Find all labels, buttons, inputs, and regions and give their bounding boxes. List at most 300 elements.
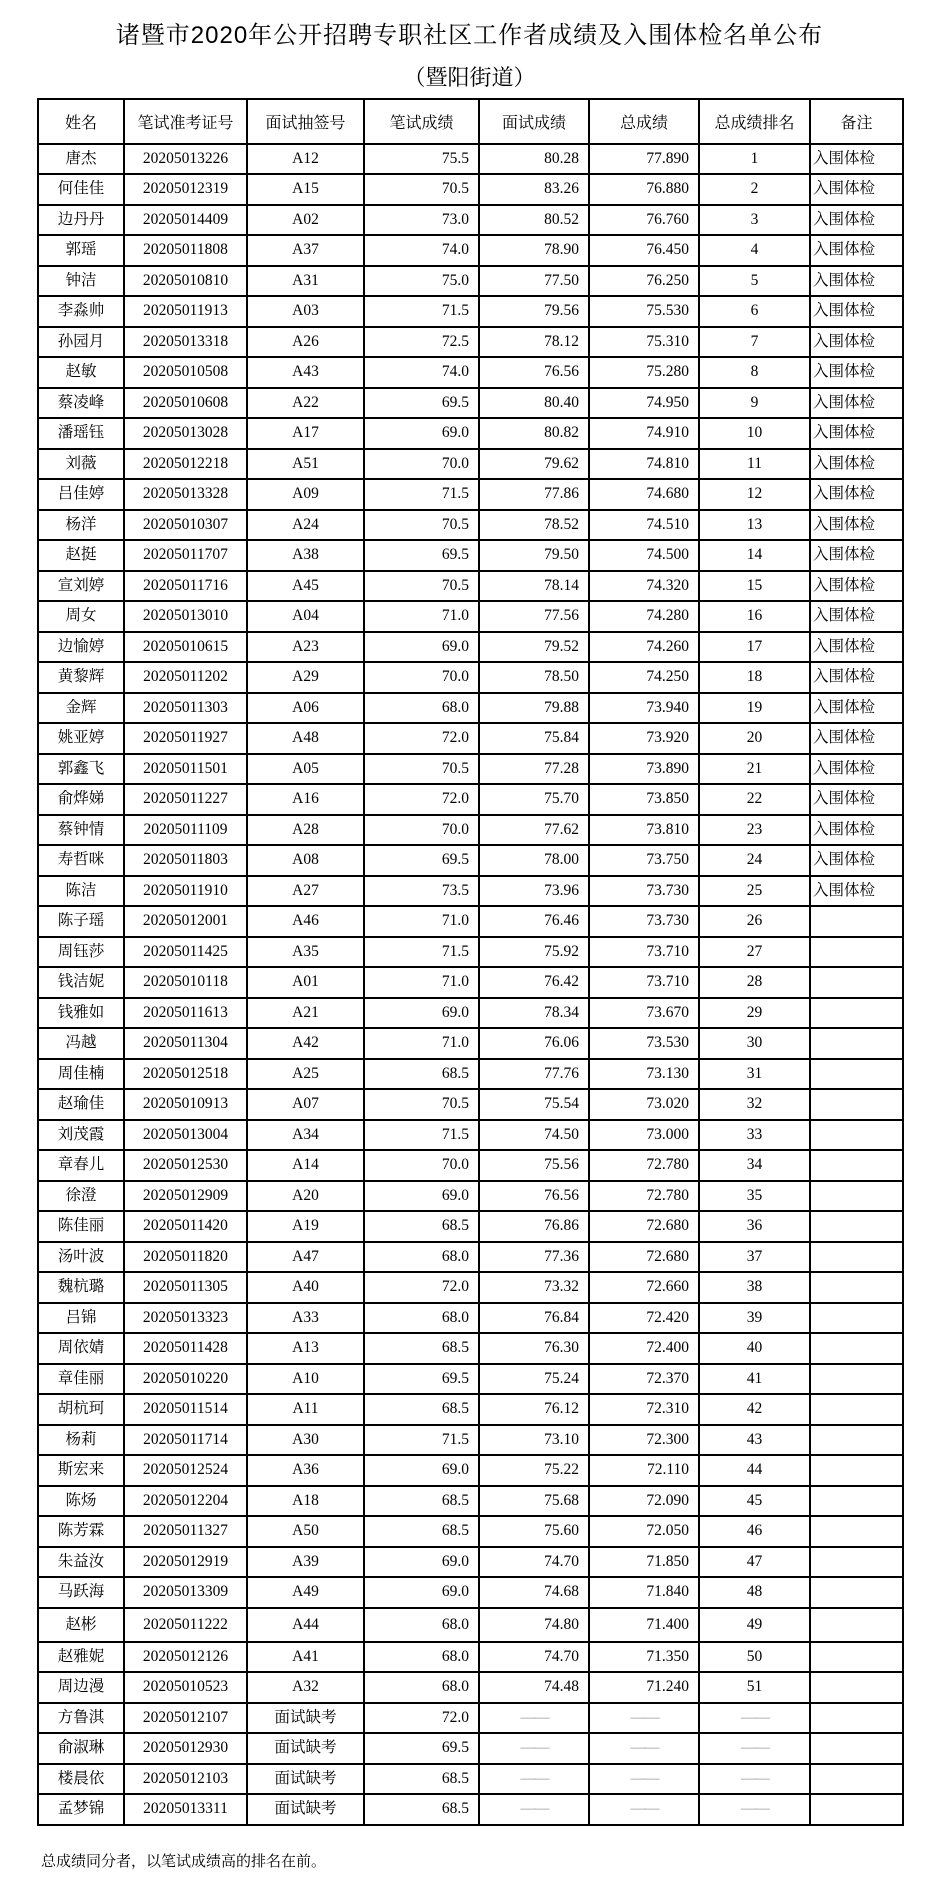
total-cell: 77.890 — [589, 144, 699, 175]
lottery-cell: A38 — [247, 540, 364, 571]
remark-cell — [810, 1703, 903, 1734]
lottery-cell: 面试缺考 — [247, 1764, 364, 1795]
table-row — [38, 418, 903, 449]
interview-cell: —— — [479, 1703, 589, 1734]
interview-cell: 74.50 — [479, 1120, 589, 1151]
name-cell: 赵敏 — [38, 357, 124, 388]
name-cell: 边丹丹 — [38, 205, 124, 236]
interview-cell: 78.00 — [479, 845, 589, 876]
exam-id-cell: 20205010118 — [124, 967, 247, 998]
total-cell: 76.250 — [589, 266, 699, 297]
remark-cell — [810, 1303, 903, 1334]
lottery-cell: A09 — [247, 479, 364, 510]
name-cell: 边愉婷 — [38, 632, 124, 663]
interview-cell: 79.56 — [479, 296, 589, 327]
remark-cell — [810, 998, 903, 1029]
written-cell: 68.0 — [364, 1672, 479, 1703]
lottery-cell: A13 — [247, 1333, 364, 1364]
total-cell: —— — [589, 1764, 699, 1795]
total-cell: 74.680 — [589, 479, 699, 510]
interview-cell: 74.48 — [479, 1672, 589, 1703]
interview-cell: 76.46 — [479, 906, 589, 937]
written-cell: 69.0 — [364, 1547, 479, 1578]
written-cell: 69.0 — [364, 1577, 479, 1608]
name-cell: 刘茂霞 — [38, 1120, 124, 1151]
lottery-cell: A29 — [247, 662, 364, 693]
exam-id-cell: 20205012930 — [124, 1733, 247, 1764]
written-cell: 68.0 — [364, 1242, 479, 1273]
rank-cell: 12 — [699, 479, 810, 510]
interview-cell: —— — [479, 1764, 589, 1795]
rank-cell: 46 — [699, 1516, 810, 1547]
name-cell: 黄黎辉 — [38, 662, 124, 693]
lottery-cell: A37 — [247, 235, 364, 266]
interview-cell: 77.28 — [479, 754, 589, 785]
rank-cell: 5 — [699, 266, 810, 297]
exam-id-cell: 20205012530 — [124, 1150, 247, 1181]
written-cell: 71.5 — [364, 1120, 479, 1151]
lottery-cell: A48 — [247, 723, 364, 754]
written-cell: 75.0 — [364, 266, 479, 297]
table-row — [38, 723, 903, 754]
rank-cell: 39 — [699, 1303, 810, 1334]
name-cell: 刘薇 — [38, 449, 124, 480]
name-cell: 陈子瑶 — [38, 906, 124, 937]
rank-cell: 8 — [699, 357, 810, 388]
rank-cell: 48 — [699, 1577, 810, 1608]
total-cell: 71.850 — [589, 1547, 699, 1578]
lottery-cell: A33 — [247, 1303, 364, 1334]
total-cell: 73.810 — [589, 815, 699, 846]
interview-cell: 73.32 — [479, 1272, 589, 1303]
lottery-cell: A41 — [247, 1642, 364, 1673]
name-cell: 俞淑琳 — [38, 1733, 124, 1764]
name-cell: 马跃海 — [38, 1577, 124, 1608]
name-cell: 赵挺 — [38, 540, 124, 571]
interview-cell: 79.88 — [479, 693, 589, 724]
rank-cell: 26 — [699, 906, 810, 937]
lottery-cell: A34 — [247, 1120, 364, 1151]
written-cell: 69.5 — [364, 388, 479, 419]
rank-cell: —— — [699, 1794, 810, 1825]
rank-cell: 31 — [699, 1059, 810, 1090]
interview-cell: 78.90 — [479, 235, 589, 266]
exam-id-cell: 20205011327 — [124, 1516, 247, 1547]
table-row — [38, 1181, 903, 1212]
written-cell: 72.5 — [364, 327, 479, 358]
exam-id-cell: 20205012107 — [124, 1703, 247, 1734]
remark-cell: 入围体检 — [810, 601, 903, 632]
interview-cell: 75.54 — [479, 1089, 589, 1120]
written-cell: 69.0 — [364, 998, 479, 1029]
written-cell: 71.0 — [364, 906, 479, 937]
header-remark: 备注 — [810, 99, 903, 144]
interview-cell: 77.56 — [479, 601, 589, 632]
lottery-cell: A28 — [247, 815, 364, 846]
exam-id-cell: 20205011716 — [124, 571, 247, 602]
table-row — [38, 1120, 903, 1151]
written-cell: 71.5 — [364, 937, 479, 968]
total-cell: 72.050 — [589, 1516, 699, 1547]
lottery-cell: A06 — [247, 693, 364, 724]
lottery-cell: A24 — [247, 510, 364, 541]
written-cell: 68.5 — [364, 1486, 479, 1517]
header-total-score: 总成绩 — [589, 99, 699, 144]
rank-cell: 51 — [699, 1672, 810, 1703]
rank-cell: 9 — [699, 388, 810, 419]
rank-cell: 10 — [699, 418, 810, 449]
lottery-cell: A46 — [247, 906, 364, 937]
rank-cell: 42 — [699, 1394, 810, 1425]
lottery-cell: A17 — [247, 418, 364, 449]
interview-cell: —— — [479, 1733, 589, 1764]
table-row — [38, 601, 903, 632]
lottery-cell: A14 — [247, 1150, 364, 1181]
table-row — [38, 571, 903, 602]
lottery-cell: A51 — [247, 449, 364, 480]
exam-id-cell: 20205013226 — [124, 144, 247, 175]
remark-cell — [810, 967, 903, 998]
rank-cell: 7 — [699, 327, 810, 358]
exam-id-cell: 20205011913 — [124, 296, 247, 327]
interview-cell: 78.50 — [479, 662, 589, 693]
rank-cell: 3 — [699, 205, 810, 236]
exam-id-cell: 20205011514 — [124, 1394, 247, 1425]
exam-id-cell: 20205010307 — [124, 510, 247, 541]
written-cell: 69.0 — [364, 418, 479, 449]
interview-cell: 76.56 — [479, 1181, 589, 1212]
interview-cell: 76.30 — [479, 1333, 589, 1364]
name-cell: 潘瑶钰 — [38, 418, 124, 449]
exam-id-cell: 20205011428 — [124, 1333, 247, 1364]
name-cell: 周钰莎 — [38, 937, 124, 968]
remark-cell — [810, 1364, 903, 1395]
exam-id-cell: 20205011707 — [124, 540, 247, 571]
lottery-cell: A39 — [247, 1547, 364, 1578]
exam-id-cell: 20205013311 — [124, 1794, 247, 1825]
written-cell: 68.0 — [364, 693, 479, 724]
rank-cell: 25 — [699, 876, 810, 907]
written-cell: 68.0 — [364, 1608, 479, 1642]
total-cell: 74.500 — [589, 540, 699, 571]
lottery-cell: A35 — [247, 937, 364, 968]
table-header-row — [38, 99, 903, 144]
table-row — [38, 876, 903, 907]
exam-id-cell: 20205012524 — [124, 1455, 247, 1486]
remark-cell — [810, 1486, 903, 1517]
total-cell: —— — [589, 1733, 699, 1764]
total-cell: 74.250 — [589, 662, 699, 693]
rank-cell: 24 — [699, 845, 810, 876]
total-cell: 72.300 — [589, 1425, 699, 1456]
name-cell: 陈洁 — [38, 876, 124, 907]
table-row — [38, 937, 903, 968]
remark-cell: 入围体检 — [810, 449, 903, 480]
total-cell: 72.780 — [589, 1181, 699, 1212]
results-table — [37, 98, 904, 1826]
table-row — [38, 1547, 903, 1578]
table-row — [38, 1455, 903, 1486]
table-row — [38, 784, 903, 815]
remark-cell: 入围体检 — [810, 144, 903, 175]
table-row — [38, 449, 903, 480]
written-cell: 70.0 — [364, 1150, 479, 1181]
written-cell: 74.0 — [364, 357, 479, 388]
remark-cell: 入围体检 — [810, 479, 903, 510]
total-cell: 74.280 — [589, 601, 699, 632]
interview-cell: 76.86 — [479, 1211, 589, 1242]
lottery-cell: A50 — [247, 1516, 364, 1547]
interview-cell: 74.70 — [479, 1642, 589, 1673]
name-cell: 章春儿 — [38, 1150, 124, 1181]
total-cell: 74.510 — [589, 510, 699, 541]
name-cell: 周边漫 — [38, 1672, 124, 1703]
total-cell: 74.260 — [589, 632, 699, 663]
name-cell: 蔡凌峰 — [38, 388, 124, 419]
written-cell: 70.5 — [364, 174, 479, 205]
table-row — [38, 205, 903, 236]
written-cell: 73.5 — [364, 876, 479, 907]
lottery-cell: A02 — [247, 205, 364, 236]
rank-cell: 4 — [699, 235, 810, 266]
remark-cell: 入围体检 — [810, 754, 903, 785]
name-cell: 方鲁淇 — [38, 1703, 124, 1734]
name-cell: 朱益汝 — [38, 1547, 124, 1578]
remark-cell — [810, 937, 903, 968]
rank-cell: 2 — [699, 174, 810, 205]
table-row — [38, 1333, 903, 1364]
total-cell: 72.310 — [589, 1394, 699, 1425]
interview-cell: 74.70 — [479, 1547, 589, 1578]
interview-cell: 75.24 — [479, 1364, 589, 1395]
header-total-rank: 总成绩排名 — [699, 99, 810, 144]
total-cell: 72.090 — [589, 1486, 699, 1517]
total-cell: 73.730 — [589, 876, 699, 907]
written-cell: 68.5 — [364, 1059, 479, 1090]
remark-cell — [810, 1733, 903, 1764]
table-row — [38, 632, 903, 663]
name-cell: 赵雅妮 — [38, 1642, 124, 1673]
table-row-absent — [38, 1703, 903, 1734]
table-row — [38, 906, 903, 937]
interview-cell: 75.92 — [479, 937, 589, 968]
exam-id-cell: 20205012126 — [124, 1642, 247, 1673]
remark-cell — [810, 1242, 903, 1273]
exam-id-cell: 20205011305 — [124, 1272, 247, 1303]
total-cell: 71.240 — [589, 1672, 699, 1703]
remark-cell — [810, 1455, 903, 1486]
remark-cell: 入围体检 — [810, 540, 903, 571]
exam-id-cell: 20205010608 — [124, 388, 247, 419]
rank-cell: —— — [699, 1703, 810, 1734]
interview-cell: 75.84 — [479, 723, 589, 754]
written-cell: 69.5 — [364, 540, 479, 571]
written-cell: 72.0 — [364, 784, 479, 815]
table-row — [38, 1150, 903, 1181]
exam-id-cell: 20205011808 — [124, 235, 247, 266]
interview-cell: 77.50 — [479, 266, 589, 297]
total-cell: 71.840 — [589, 1577, 699, 1608]
interview-cell: 79.62 — [479, 449, 589, 480]
table-row — [38, 845, 903, 876]
exam-id-cell: 20205013323 — [124, 1303, 247, 1334]
name-cell: 姚亚婷 — [38, 723, 124, 754]
table-row — [38, 967, 903, 998]
table-row — [38, 174, 903, 205]
name-cell: 俞烨娣 — [38, 784, 124, 815]
rank-cell: 45 — [699, 1486, 810, 1517]
name-cell: 楼晨依 — [38, 1764, 124, 1795]
rank-cell: 20 — [699, 723, 810, 754]
interview-cell: 79.52 — [479, 632, 589, 663]
remark-cell — [810, 1120, 903, 1151]
remark-cell — [810, 1577, 903, 1608]
lottery-cell: A44 — [247, 1608, 364, 1642]
table-row — [38, 1516, 903, 1547]
exam-id-cell: 20205011820 — [124, 1242, 247, 1273]
remark-cell: 入围体检 — [810, 723, 903, 754]
lottery-cell: A47 — [247, 1242, 364, 1273]
interview-cell: 80.28 — [479, 144, 589, 175]
written-cell: 70.0 — [364, 815, 479, 846]
header-name: 姓名 — [38, 99, 124, 144]
written-cell: 70.5 — [364, 571, 479, 602]
rank-cell: 49 — [699, 1608, 810, 1642]
remark-cell — [810, 1516, 903, 1547]
total-cell: 73.130 — [589, 1059, 699, 1090]
written-cell: 72.0 — [364, 1272, 479, 1303]
interview-cell: 73.10 — [479, 1425, 589, 1456]
total-cell: 73.940 — [589, 693, 699, 724]
lottery-cell: 面试缺考 — [247, 1703, 364, 1734]
total-cell: 73.920 — [589, 723, 699, 754]
total-cell: 75.280 — [589, 357, 699, 388]
table-row — [38, 1028, 903, 1059]
rank-cell: —— — [699, 1733, 810, 1764]
name-cell: 吕佳婷 — [38, 479, 124, 510]
remark-cell: 入围体检 — [810, 174, 903, 205]
written-cell: 75.5 — [364, 144, 479, 175]
exam-id-cell: 20205011910 — [124, 876, 247, 907]
remark-cell: 入围体检 — [810, 662, 903, 693]
written-cell: 69.0 — [364, 632, 479, 663]
interview-cell: 80.40 — [479, 388, 589, 419]
rank-cell: 35 — [699, 1181, 810, 1212]
table-row — [38, 1089, 903, 1120]
exam-id-cell: 20205010523 — [124, 1672, 247, 1703]
exam-id-cell: 20205013309 — [124, 1577, 247, 1608]
name-cell: 钱雅如 — [38, 998, 124, 1029]
rank-cell: 33 — [699, 1120, 810, 1151]
interview-cell: 76.84 — [479, 1303, 589, 1334]
header-exam-id: 笔试准考证号 — [124, 99, 247, 144]
table-row — [38, 998, 903, 1029]
written-cell: 68.5 — [364, 1516, 479, 1547]
interview-cell: 77.36 — [479, 1242, 589, 1273]
interview-cell: 80.82 — [479, 418, 589, 449]
exam-id-cell: 20205014409 — [124, 205, 247, 236]
interview-cell: 76.12 — [479, 1394, 589, 1425]
interview-cell: 77.86 — [479, 479, 589, 510]
header-written-score: 笔试成绩 — [364, 99, 479, 144]
exam-id-cell: 20205012919 — [124, 1547, 247, 1578]
rank-cell: 15 — [699, 571, 810, 602]
remark-cell: 入围体检 — [810, 235, 903, 266]
remark-cell — [810, 1028, 903, 1059]
total-cell: 72.400 — [589, 1333, 699, 1364]
remark-cell — [810, 1425, 903, 1456]
name-cell: 孟梦锦 — [38, 1794, 124, 1825]
interview-cell: 78.14 — [479, 571, 589, 602]
table-row-absent — [38, 1794, 903, 1825]
footnote: 总成绩同分者，以笔试成绩高的排名在前。 — [41, 1854, 327, 1870]
remark-cell: 入围体检 — [810, 632, 903, 663]
table-row — [38, 1364, 903, 1395]
table-row — [38, 1642, 903, 1673]
name-cell: 胡杭珂 — [38, 1394, 124, 1425]
total-cell: 73.850 — [589, 784, 699, 815]
total-cell: 74.950 — [589, 388, 699, 419]
total-cell: 73.750 — [589, 845, 699, 876]
total-cell: 75.310 — [589, 327, 699, 358]
lottery-cell: A45 — [247, 571, 364, 602]
table-row — [38, 388, 903, 419]
remark-cell — [810, 1394, 903, 1425]
written-cell: 68.5 — [364, 1211, 479, 1242]
name-cell: 宣刘婷 — [38, 571, 124, 602]
name-cell: 陈炀 — [38, 1486, 124, 1517]
total-cell: 73.710 — [589, 967, 699, 998]
rank-cell: 28 — [699, 967, 810, 998]
rank-cell: 30 — [699, 1028, 810, 1059]
interview-cell: 78.52 — [479, 510, 589, 541]
total-cell: 75.530 — [589, 296, 699, 327]
table-row — [38, 540, 903, 571]
lottery-cell: A16 — [247, 784, 364, 815]
written-cell: 69.0 — [364, 1181, 479, 1212]
page-title: 诸暨市2020年公开招聘专职社区工作者成绩及入围体检名单公布 — [115, 22, 824, 49]
total-cell: 73.530 — [589, 1028, 699, 1059]
rank-cell: 29 — [699, 998, 810, 1029]
name-cell: 钟洁 — [38, 266, 124, 297]
lottery-cell: A36 — [247, 1455, 364, 1486]
name-cell: 唐杰 — [38, 144, 124, 175]
interview-cell: 73.96 — [479, 876, 589, 907]
remark-cell — [810, 1089, 903, 1120]
table-row-absent — [38, 1764, 903, 1795]
lottery-cell: A32 — [247, 1672, 364, 1703]
table-row — [38, 1394, 903, 1425]
remark-cell: 入围体检 — [810, 876, 903, 907]
name-cell: 杨洋 — [38, 510, 124, 541]
written-cell: 70.5 — [364, 510, 479, 541]
name-cell: 何佳佳 — [38, 174, 124, 205]
lottery-cell: A22 — [247, 388, 364, 419]
remark-cell: 入围体检 — [810, 815, 903, 846]
exam-id-cell: 20205011303 — [124, 693, 247, 724]
rank-cell: 50 — [699, 1642, 810, 1673]
lottery-cell: A40 — [247, 1272, 364, 1303]
interview-cell: 80.52 — [479, 205, 589, 236]
name-cell: 冯越 — [38, 1028, 124, 1059]
exam-id-cell: 20205010810 — [124, 266, 247, 297]
remark-cell — [810, 1764, 903, 1795]
lottery-cell: A11 — [247, 1394, 364, 1425]
rank-cell: 40 — [699, 1333, 810, 1364]
exam-id-cell: 20205013010 — [124, 601, 247, 632]
table-row — [38, 662, 903, 693]
rank-cell: 37 — [699, 1242, 810, 1273]
